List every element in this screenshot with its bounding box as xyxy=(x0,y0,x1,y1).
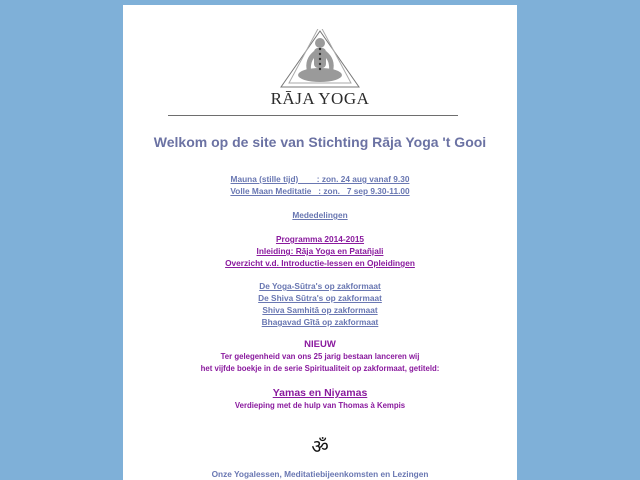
om-icon: ॐ xyxy=(311,436,329,458)
shiva-samhita-link[interactable]: Shiva Samhitā op zakformaat xyxy=(262,305,378,315)
yoga-sutras-link[interactable]: De Yoga-Sūtra's op zakformaat xyxy=(259,281,381,291)
divider xyxy=(168,115,458,116)
brand-name: RĀJA YOGA xyxy=(270,89,370,108)
bhagavad-gita-link[interactable]: Bhagavad Gītā op zakformaat xyxy=(261,317,379,327)
announcements-block xyxy=(123,209,517,221)
events-block xyxy=(123,173,517,197)
shiva-sutras-link[interactable]: De Shiva Sūtra's op zakformaat xyxy=(258,293,382,303)
new-section xyxy=(123,339,517,375)
lessons-link[interactable]: Onze Yogalessen, Meditatiebijeenkomsten en Lezingen xyxy=(211,469,429,479)
event-link-mauna[interactable]: Mauna (stille tijd) : zon. 24 aug vanaf 9.30 xyxy=(230,174,410,184)
programme-links xyxy=(123,233,517,269)
booklet-links xyxy=(123,280,517,328)
overview-link[interactable]: Overzicht v.d. Introductie-lessen en Opleidingen xyxy=(225,258,415,268)
page-title: Welkom op de site van Stichting Rāja Yoga 't Gooi xyxy=(153,134,487,150)
introduction-link[interactable]: Inleiding: Rāja Yoga en Patañjali xyxy=(256,246,384,256)
announcements-link[interactable]: Mededelingen xyxy=(292,210,348,220)
yamas-niyamas-link[interactable]: Yamas en Niyamas xyxy=(272,387,368,399)
new-text-line-1: Ter gelegenheid van ons 25 jarig bestaan lanceren wij xyxy=(220,352,420,361)
book-subtitle: Verdieping met de hulp van Thomas à Kempis xyxy=(234,401,406,410)
new-text-line-2: het vijfde boekje in de serie Spiritualiteit op zakformaat, getiteld: xyxy=(200,364,440,373)
content-panel xyxy=(123,5,517,480)
event-link-full-moon-meditation[interactable]: Volle Maan Meditatie : zon. 7 sep 9.30-11.00 xyxy=(230,186,410,196)
new-label: NIEUW xyxy=(304,339,336,350)
programme-link[interactable]: Programma 2014-2015 xyxy=(275,234,365,244)
new-book-block xyxy=(123,386,517,412)
